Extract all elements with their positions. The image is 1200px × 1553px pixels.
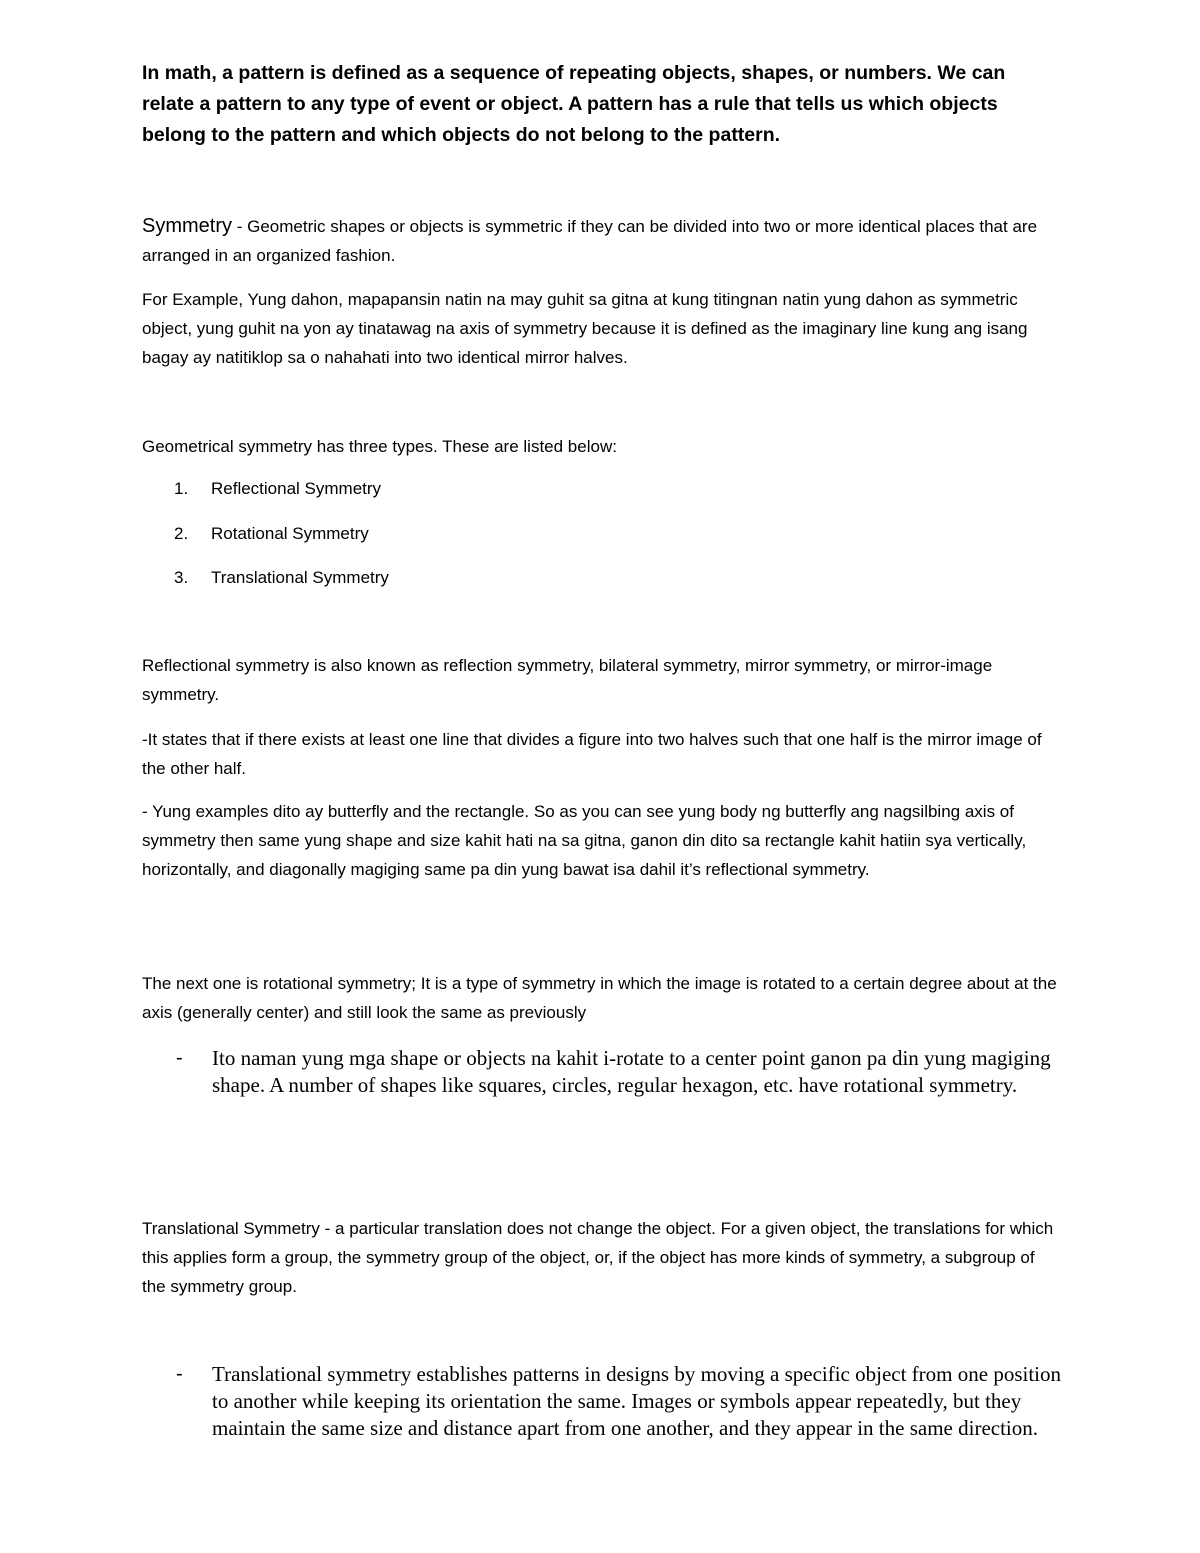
list-label: Translational Symmetry: [211, 568, 389, 587]
symmetry-heading: Symmetry: [142, 215, 232, 237]
reflectional-paragraph-3: - Yung examples dito ay butterfly and the rectangle. So as you can see yung body ng butterfly ang nagsilbing axis of symmetry then same yung shape and size kahit hati na sa gitna, ganon din dito sa rectangle kahit hatiin sya vertically, horizontally, and diagonally magiging same pa din yung bawat isa dahil it’s reflectional symmetry.: [142, 802, 1027, 879]
list-label: Rotational Symmetry: [211, 524, 369, 543]
list-number: 2.: [174, 524, 189, 543]
rotational-bullet-text: Ito naman yung mga shape or objects na kahit i-rotate to a center point ganon pa din yung magiging shape. A number of shapes like squares, circles, regular hexagon, etc. have rotational symmetry.: [212, 1046, 1051, 1097]
rotational-paragraph: The next one is rotational symmetry; It is a type of symmetry in which the image is rotated to a certain degree about at the axis (generally center) and still look the same as previously: [142, 974, 1057, 1022]
types-intro-paragraph: Geometrical symmetry has three types. These are listed below:: [142, 437, 617, 456]
reflectional-paragraph-2: -It states that if there exists at least one line that divides a figure into two halves such that one half is the mirror image of the other half.: [142, 730, 1042, 778]
list-item: [174, 523, 369, 545]
list-number: 3.: [174, 568, 189, 587]
translational-paragraph: Translational Symmetry - a particular translation does not change the object. For a given object, the translations for which this applies form a group, the symmetry group of the object, or, if the object has more kinds of symmetry, a subgroup of the symmetry group.: [142, 1219, 1054, 1296]
list-number: 1.: [174, 479, 189, 498]
list-item: [174, 567, 389, 589]
translational-bullet-text: Translational symmetry establishes patterns in designs by moving a specific object from one position to another while keeping its orientation the same. Images or symbols appear repeatedly, but they maintain the same size and distance apart from one another, and they appear in the same direction.: [212, 1362, 1062, 1440]
symmetry-example-paragraph: For Example, Yung dahon, mapapansin natin na may guhit sa gitna at kung titingnan natin yung dahon as symmetric object, yung guhit na yon ay tinatawag na axis of symmetry because it is defined as the imaginary line kung ang isang bagay ay natitiklop sa o nahahati into two identical mirror halves.: [142, 290, 1028, 367]
bullet-dash: -: [176, 1047, 183, 1069]
symmetry-definition: - Geometric shapes or objects is symmetric if they can be divided into two or more identical places that are arranged in an organized fashion.: [142, 217, 1038, 265]
reflectional-paragraph-1: Reflectional symmetry is also known as reflection symmetry, bilateral symmetry, mirror symmetry, or mirror-image symmetry.: [142, 656, 993, 704]
intro-paragraph: In math, a pattern is defined as a sequence of repeating objects, shapes, or numbers. We can relate a pattern to any type of event or object. A pattern has a rule that tells us which objects belong to the pattern and which objects do not belong to the pattern.: [142, 62, 1006, 146]
symmetry-definition-paragraph: [142, 212, 1062, 270]
list-label: Reflectional Symmetry: [211, 479, 382, 498]
list-item: [174, 478, 381, 500]
bullet-dash: -: [176, 1363, 183, 1385]
